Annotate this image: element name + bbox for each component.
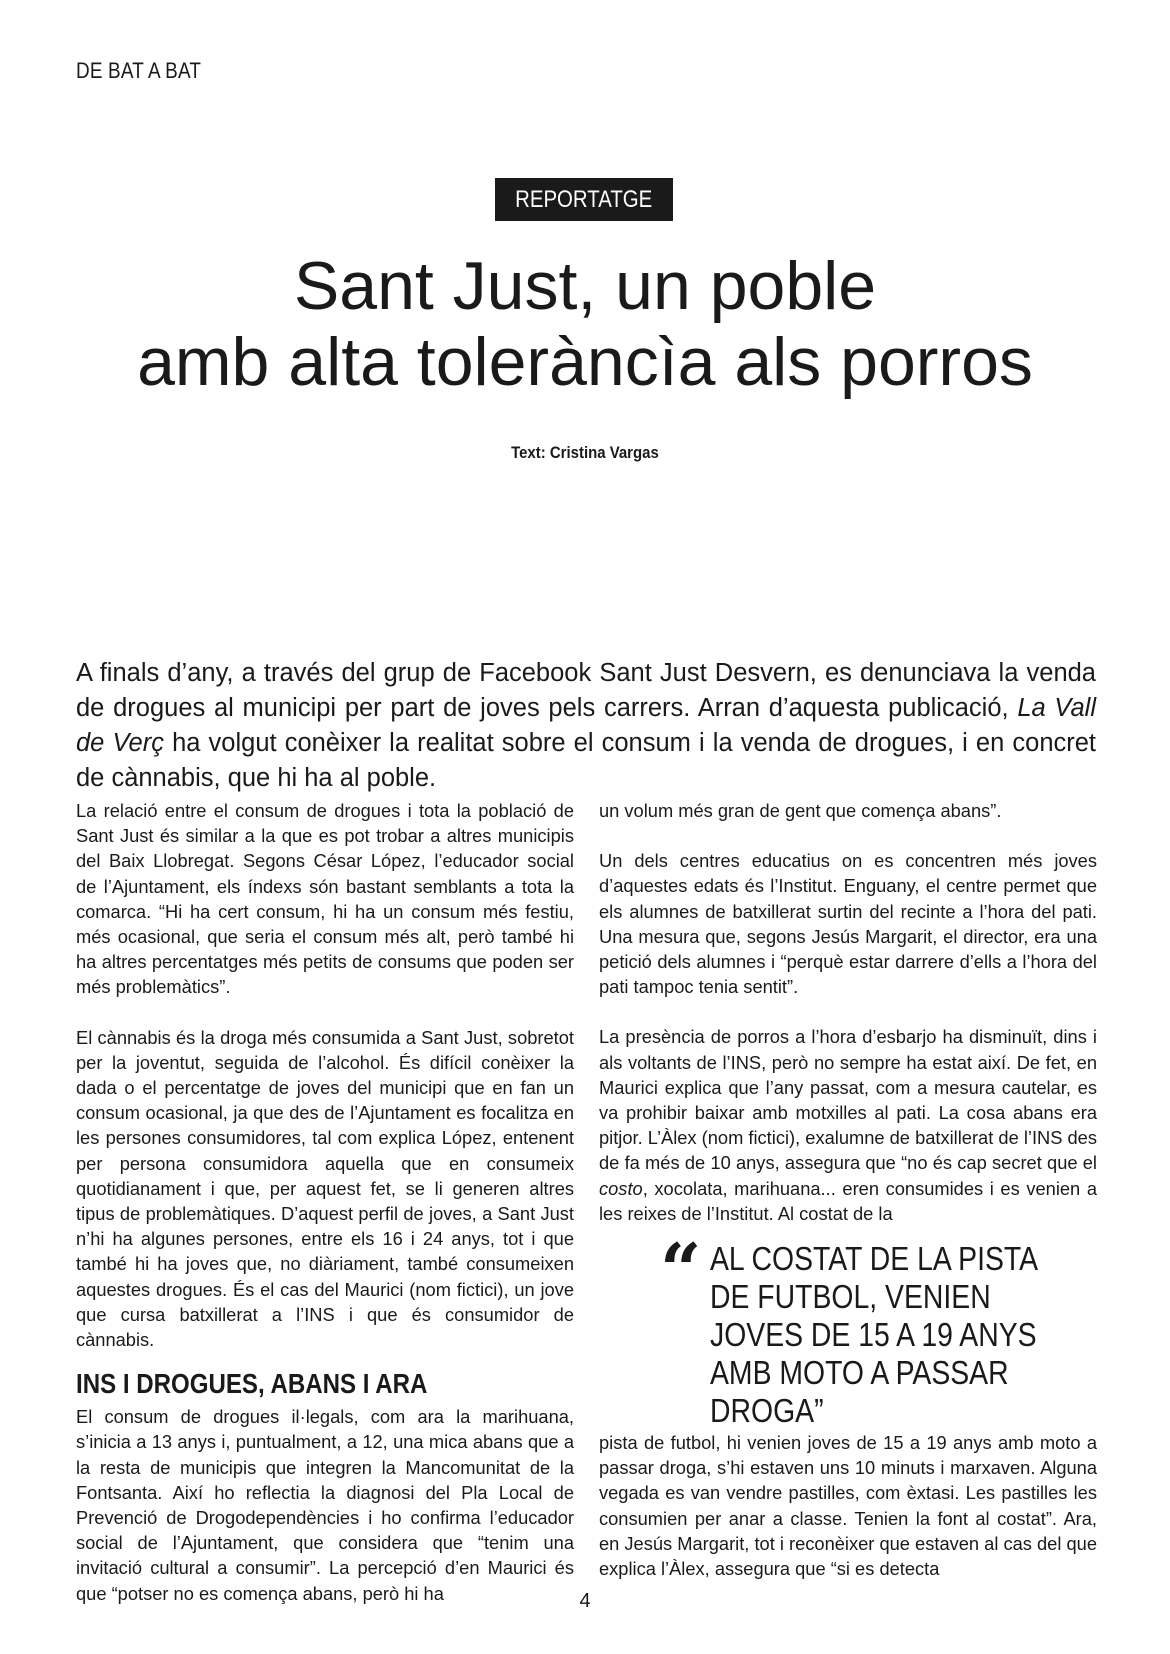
section-name: DE BAT A BAT [76, 58, 202, 83]
quote-mark-icon: “ [660, 1227, 702, 1312]
section-subheading: INS I DROGUES, ABANS I ARA [76, 1368, 428, 1400]
body-paragraph: El cànnabis és la droga més consumida a Sant Just, sobretot per la joventut, seguida de l’alcohol. És difícil conèixer la dada o el percentatge de joves del municipi que en fan un consum ocasional, ja que des de l’Ajuntament es focalitza en les persones consumidores, tal com explica López, entenent per persona consumidora aquella que en consumeix quotidianament i que, per aquest fet, se li generen altres tipus de problemàtiques. D’aquest perfil de joves, a Sant Just n’hi ha algunes persones, entre els 16 i 24 anys, tot i que també hi ha joves que, no diàriament, també consumeixen aquestes drogues. És el cas del Maurici (nom fictici), un jove que cursa batxillerat a l’INS i que és consumidor de cànnabis. [76, 1026, 574, 1351]
headline-line-2: amb alta toleràncìa als porros [137, 324, 1033, 400]
body-paragraph: La relació entre el consum de drogues i tota la població de Sant Just és similar a la que es pot trobar a altres municipis del Baix Llobregat. Segons César López, l’educador social de l’Ajuntament, els índexs són bastant semblants a tota la comarca. “Hi ha cert consum, hi ha un consum més festiu, més ocasional, que seria el consum més alt, però també hi ha altres percentatges més petits de consums que poden ser més problemàtics”. [76, 800, 574, 998]
body-paragraph: El consum de drogues il·legals, com ara la marihuana, s’inicia a 13 anys i, puntualment, a 12, una mica abans que a la resta de municipis que integren la Mancomunitat de la Fontsanta. Així ho reflectia la diagnosi del Pla Local de Prevenció de Drogodependències i ho confirma l’educador social de l’Ajuntament, que considera que “tenim una invitació cultural a consumir”. La percepció d’en Maurici és que “potser no es comença abans, però hi ha [76, 1406, 574, 1604]
magazine-name: La Vall de Verç [76, 694, 1096, 757]
lede-text-continued: ha volgut conèixer la realitat sobre el consum i la venda de drogues, i en concret de cànnabis, que hi ha al poble. [76, 729, 1097, 792]
body-text-continued: , xocolata, marihuana... eren consumides i es venien a les reixes de l’Institut. Al costat de la [599, 1177, 1097, 1224]
body-column-right-continued [599, 1430, 1097, 1581]
body-column-left [76, 798, 574, 1606]
body-column-right [599, 798, 1097, 1226]
lede-paragraph [76, 656, 1096, 796]
headline-line-1: Sant Just, un poble [293, 248, 877, 324]
byline [0, 443, 1170, 463]
body-paragraph: Un dels centres educatius on es concentren més joves d’aquestes edats és l’Institut. Enguany, el centre permet que els alumnes de batxillerat surtin del recinte a l’hora del pati. Una mesura que, segons Jesús Margarit, el director, era una petició dels alumnes i “perquè estar darrere d’ells a l’hora del pati tampoc tenia sentit”. [599, 850, 1097, 998]
article-headline [40, 248, 1130, 400]
body-italic: costo [599, 1177, 643, 1199]
category-label: REPORTATGE [515, 186, 653, 213]
lede-text: A finals d’any, a través del grup de Facebook Sant Just Desvern, es denunciava la venda de drogues al municipi per part de joves pels carrers. Arran d’aquesta publicació, [76, 659, 1096, 722]
byline-text: Text: Cristina Vargas [511, 443, 659, 462]
pull-quote-text: AL COSTAT DE LA PISTA DE FUTBOL, VENIEN JOVES DE 15 A 19 ANYS AMB MOTO A PASSAR DROGA” [710, 1240, 1037, 1429]
body-text: La presència de porros a l’hora d’esbarjo ha disminuït, dins i als voltants de l’INS, però no sempre ha estat així. De fet, en Maurici explica que l’any passat, com a mesura cautelar, es va prohibir baixar amb motxilles al pati. La cosa abans era pitjor. L’Àlex (nom fictici), exalumne de batxillerat de l’INS des de fa més de 10 anys, assegura que “no és cap secret que el [599, 1026, 1097, 1174]
body-paragraph: un volum més gran de gent que comença abans”. [599, 800, 1002, 821]
page-number: 4 [579, 1590, 591, 1612]
body-paragraph [599, 1024, 1097, 1226]
body-paragraph: pista de futbol, hi venien joves de 15 a 19 anys amb moto a passar droga, s’hi estaven uns 10 minuts i marxaven. Alguna vegada es van vendre pastilles, com èxtasi. Les pastilles les consumien per anar a classe. Tenien la font al costat”. Ara, en Jesús Margarit, tot i reconèixer que estaven al cas del que explica l’Àlex, assegura que “si es detecta [599, 1432, 1097, 1580]
category-badge [495, 178, 673, 221]
